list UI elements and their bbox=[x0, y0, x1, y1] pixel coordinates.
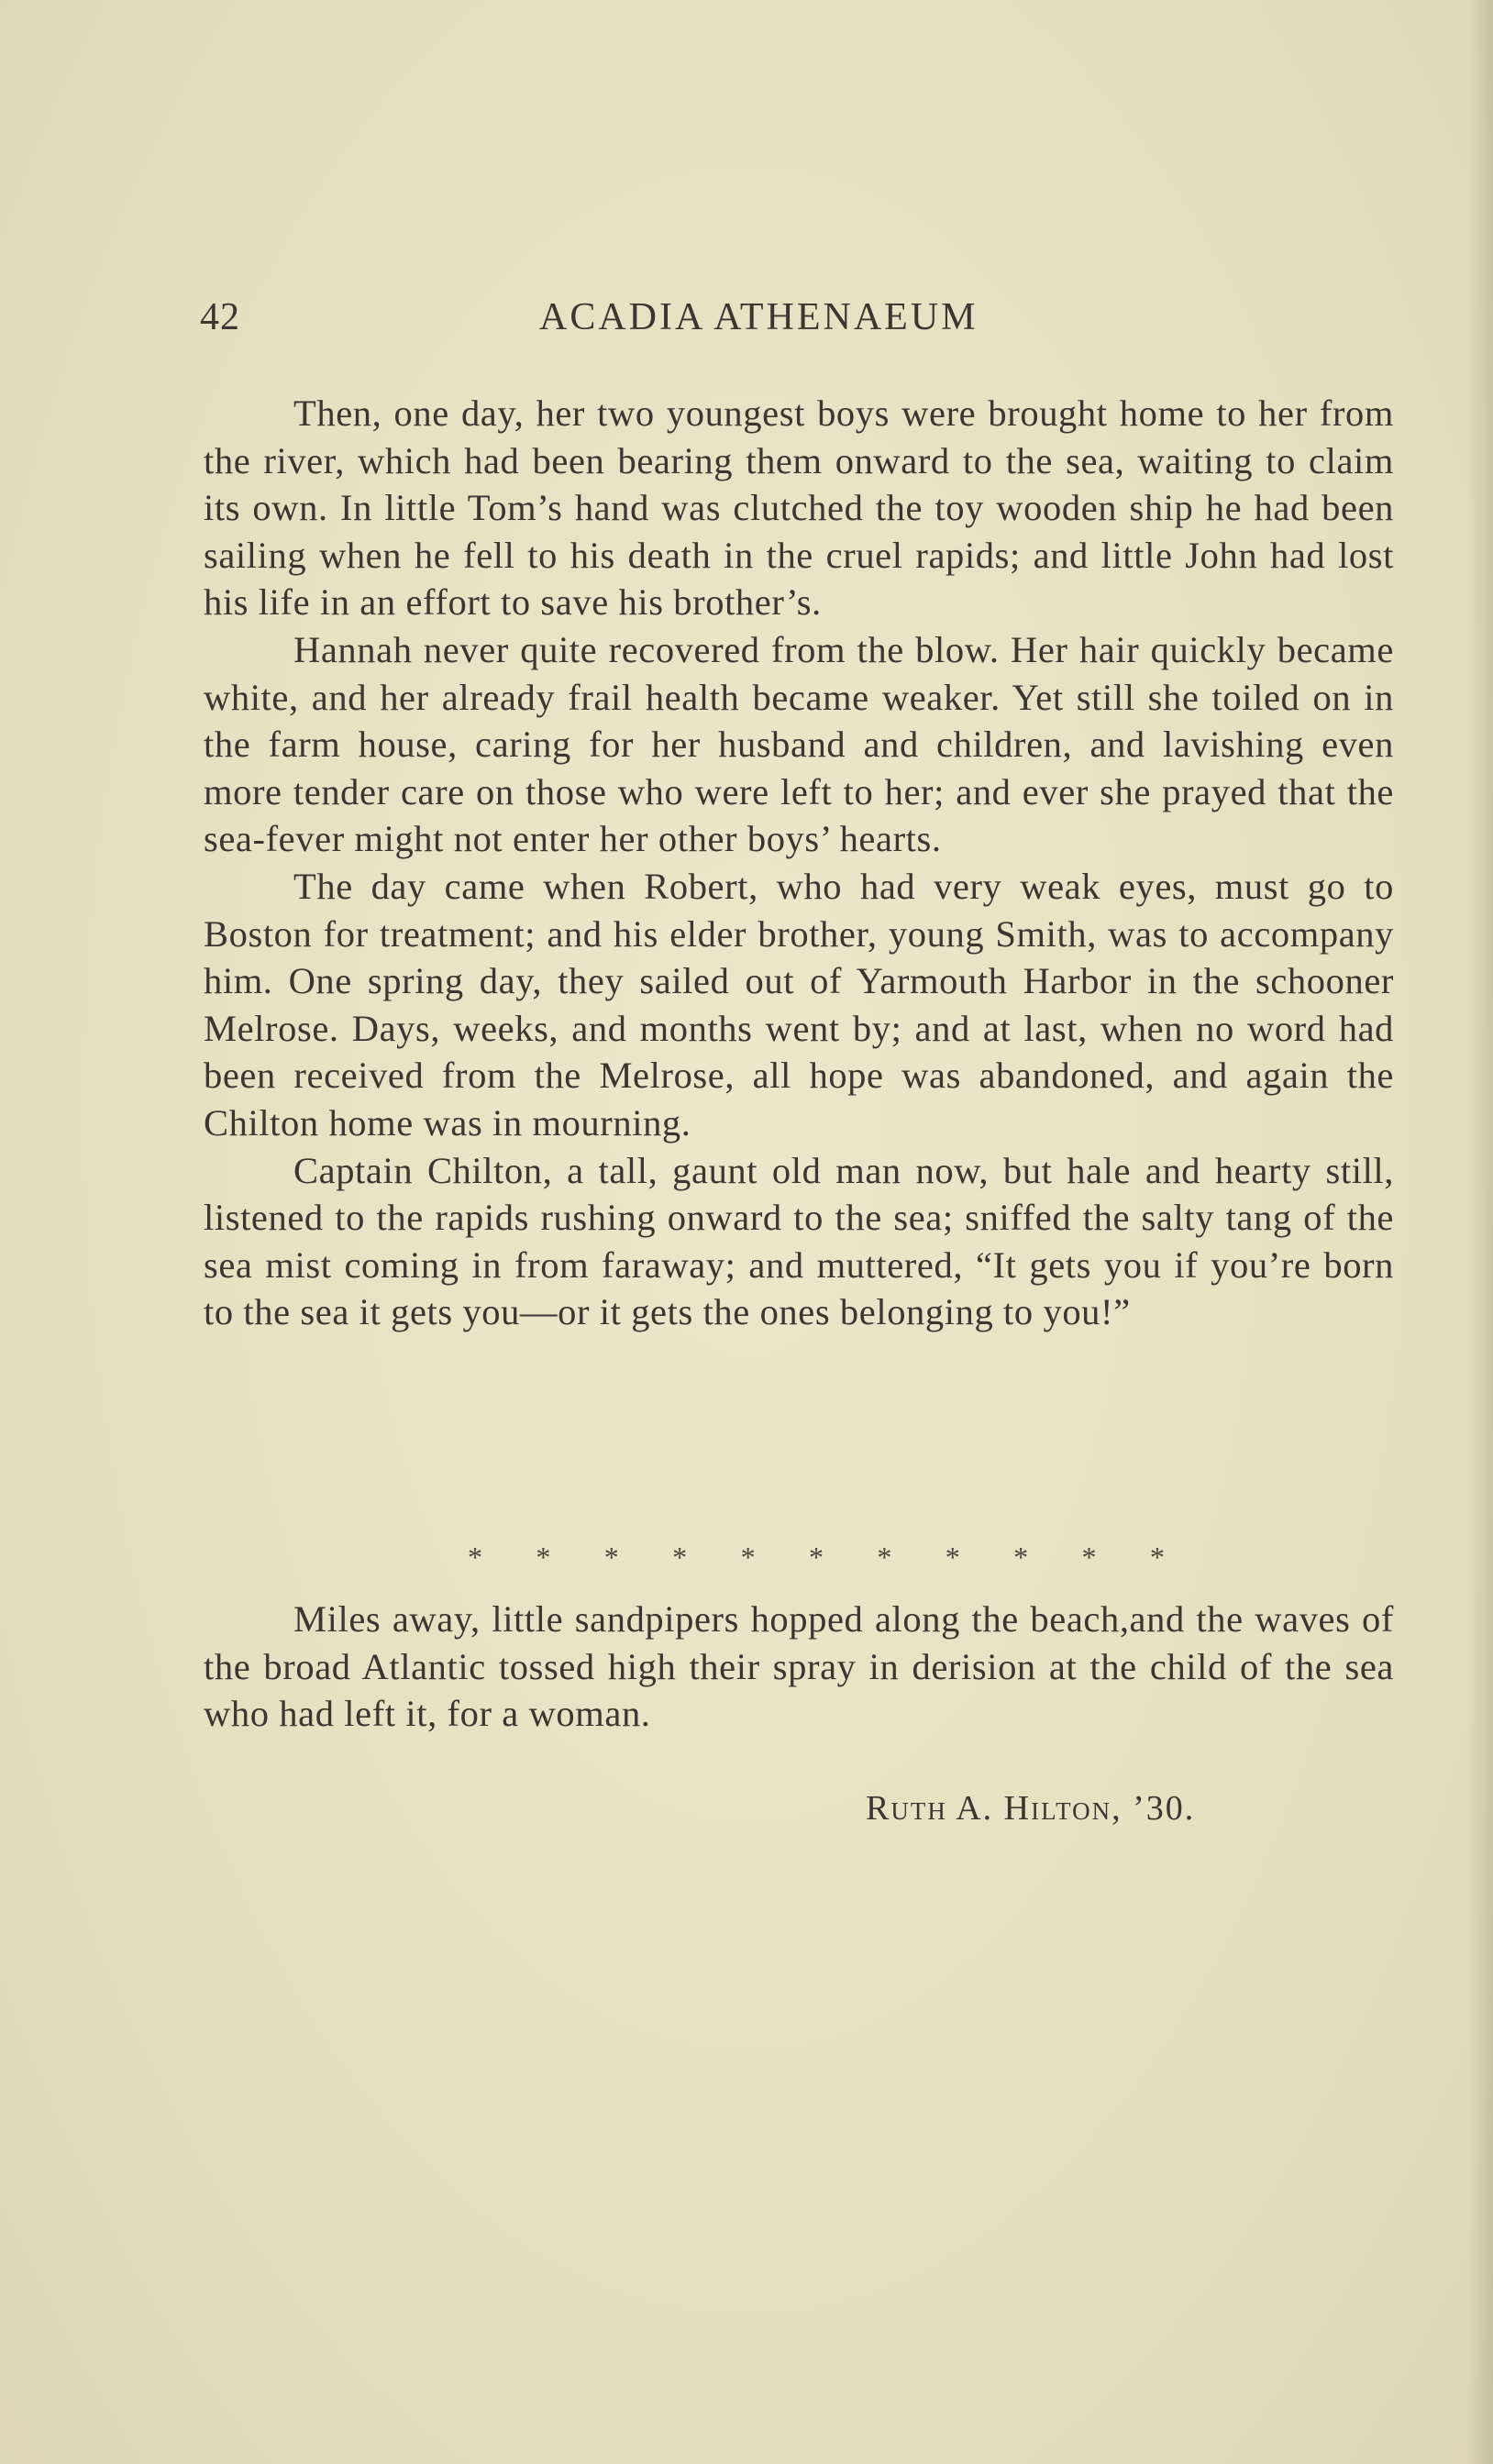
running-title: ACADIA ATHENAEUM bbox=[539, 296, 979, 338]
page-number: 42 bbox=[200, 296, 240, 338]
separator-asterisk: * bbox=[877, 1541, 892, 1574]
separator-asterisk: * bbox=[1013, 1541, 1029, 1574]
author-signature: Ruth A. Hilton, ’30. bbox=[866, 1789, 1196, 1828]
separator-asterisk: * bbox=[808, 1541, 824, 1574]
separator-asterisk: * bbox=[603, 1541, 619, 1574]
separator-asterisk: * bbox=[536, 1541, 551, 1574]
closing-paragraph: Miles away, little sandpipers hopped along the beach,and the waves of the broad Atlantic tossed high their spray in derision at the child of the sea who had left it, for a woman. bbox=[204, 1598, 1394, 1735]
paragraph: Hannah never quite recovered from the blow. Her hair quickly became white, and her already frail health became weaker. Yet still she toiled on in the farm house, caring for her husband and children, and lavishing even more tender care on those who were left to her; and ever she prayed that the sea-fever might not enter her other boys’ hearts. bbox=[204, 628, 1394, 860]
story-body bbox=[204, 390, 1394, 1336]
section-separator bbox=[468, 1541, 1165, 1575]
separator-asterisk: * bbox=[1081, 1541, 1097, 1574]
paragraph: The day came when Robert, who had very weak eyes, must go to Boston for treatment; and his elder brother, young Smith, was to accompany him. One spring day, they sailed out of Yarmouth Harbor in the schooner Melrose. Days, weeks, and months went by; and at last, when no word had been received from the Melrose, all hope was abandoned, and again the Chilton home was in mourning. bbox=[204, 865, 1394, 1144]
paragraph: Then, one day, her two youngest boys were brought home to her from the river, which had been bearing them onward to the sea, waiting to claim its own. In little Tom’s hand was clutched the toy wooden ship he had been sailing when he fell to his death in the cruel rapids; and little John had lost his life in an effort to save his brother’s. bbox=[204, 392, 1394, 624]
page-header bbox=[200, 295, 1392, 350]
page-edge-shadow bbox=[1467, 0, 1493, 2464]
paragraph: Captain Chilton, a tall, gaunt old man now, but hale and hearty still, listened to the rapids rushing onward to the sea; sniffed the salty tang of the sea mist coming in from faraway; and muttered, “It gets you if you’re born to the sea it gets you—or it gets the ones belonging to you!” bbox=[204, 1149, 1394, 1333]
separator-asterisk: * bbox=[672, 1541, 688, 1574]
separator-asterisk: * bbox=[740, 1541, 756, 1574]
separator-asterisk: * bbox=[468, 1541, 482, 1574]
separator-asterisk: * bbox=[1149, 1541, 1165, 1574]
closing-section bbox=[204, 1596, 1394, 1738]
separator-asterisk: * bbox=[945, 1541, 960, 1574]
